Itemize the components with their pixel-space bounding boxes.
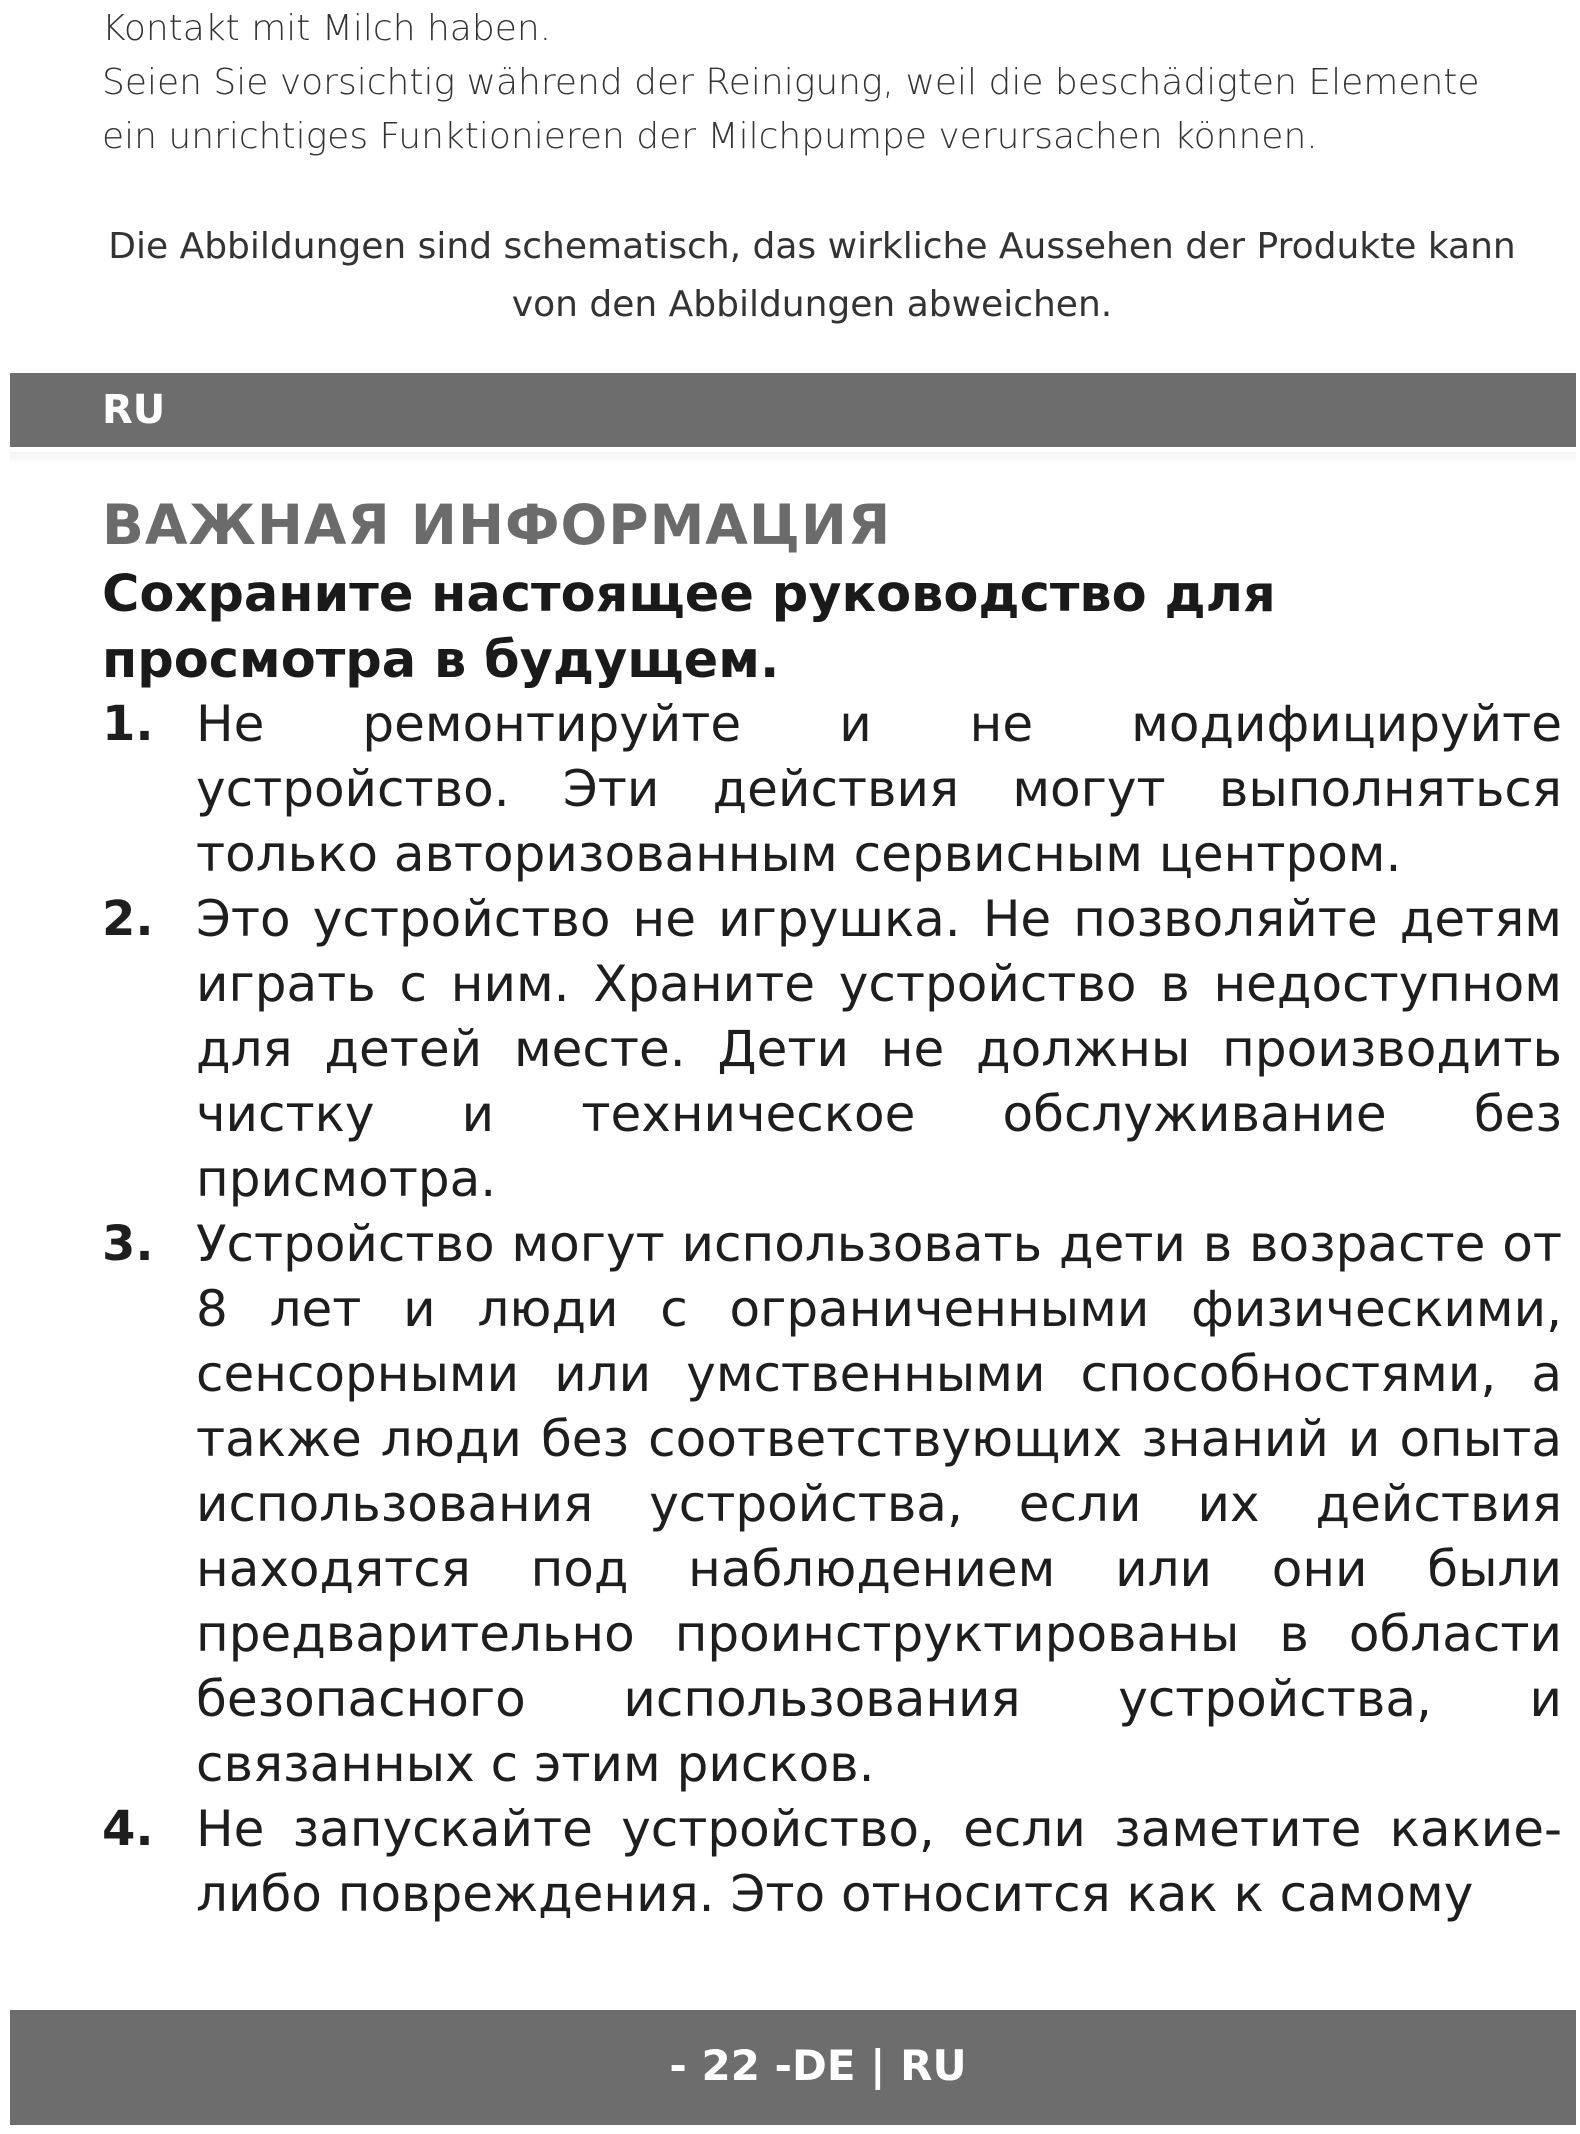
german-line-continuation: Kontakt mit Milch haben.: [102, 8, 552, 49]
page-footer-bar: [10, 2010, 1576, 2125]
list-item-number: 1.: [102, 696, 154, 752]
section-subheading: Сохраните настоящее руководство для просмотра в будущем.: [102, 565, 1276, 690]
section-heading: ВАЖНАЯ ИНФОРМАЦИЯ: [102, 493, 892, 557]
list-item-number: 2.: [102, 891, 154, 947]
safety-instructions-list: [102, 692, 1562, 1927]
list-item: [102, 1212, 1562, 1797]
german-cleaning-warning: Seien Sie vorsichtig während der Reinigung, weil die beschädigten Elemente ein unrichtiges Funktionieren der Milchpumpe verursachen können.: [102, 62, 1480, 157]
language-label: RU: [102, 387, 166, 433]
list-item-text: Не запускайте устройство, если заметите какие-либо повреждения. Это относится как к самому: [196, 1800, 1562, 1923]
language-section-bar: [10, 373, 1576, 447]
list-item-number: 4.: [102, 1801, 154, 1857]
german-text-block: [102, 2, 1542, 164]
divider-shadow: [10, 452, 1576, 466]
page-number-label: - 22 -DE | RU: [669, 2041, 967, 2090]
list-item-text: Это устройство не игрушка. Не позволяйте детям играть с ним. Храните устройство в недоступном для детей месте. Дети не должны производить чистку и техническое обслуживание без присмотра.: [196, 890, 1562, 1208]
list-item: [102, 887, 1562, 1212]
list-item-text: Не ремонтируйте и не модифицируйте устройство. Эти действия могут выполняться только авторизованным сервисным центром.: [196, 695, 1562, 883]
german-illustration-note: Die Abbildungen sind schematisch, das wirkliche Aussehen der Produkte kann von den Abbildungen abweichen.: [108, 226, 1516, 325]
list-item: [102, 1797, 1562, 1927]
list-item-text: Устройство могут использовать дети в возрасте от 8 лет и люди с ограниченными физическими, сенсорными или умственными способностями, а также люди без соответствующих знаний и опыта использования устройства, если их действия находятся под наблюдением или они были предварительно проинструктированы в области безопасного использования устройства, и связанных с этим рисков.: [196, 1215, 1562, 1793]
list-item-number: 3.: [102, 1216, 154, 1272]
list-item: [102, 692, 1562, 887]
